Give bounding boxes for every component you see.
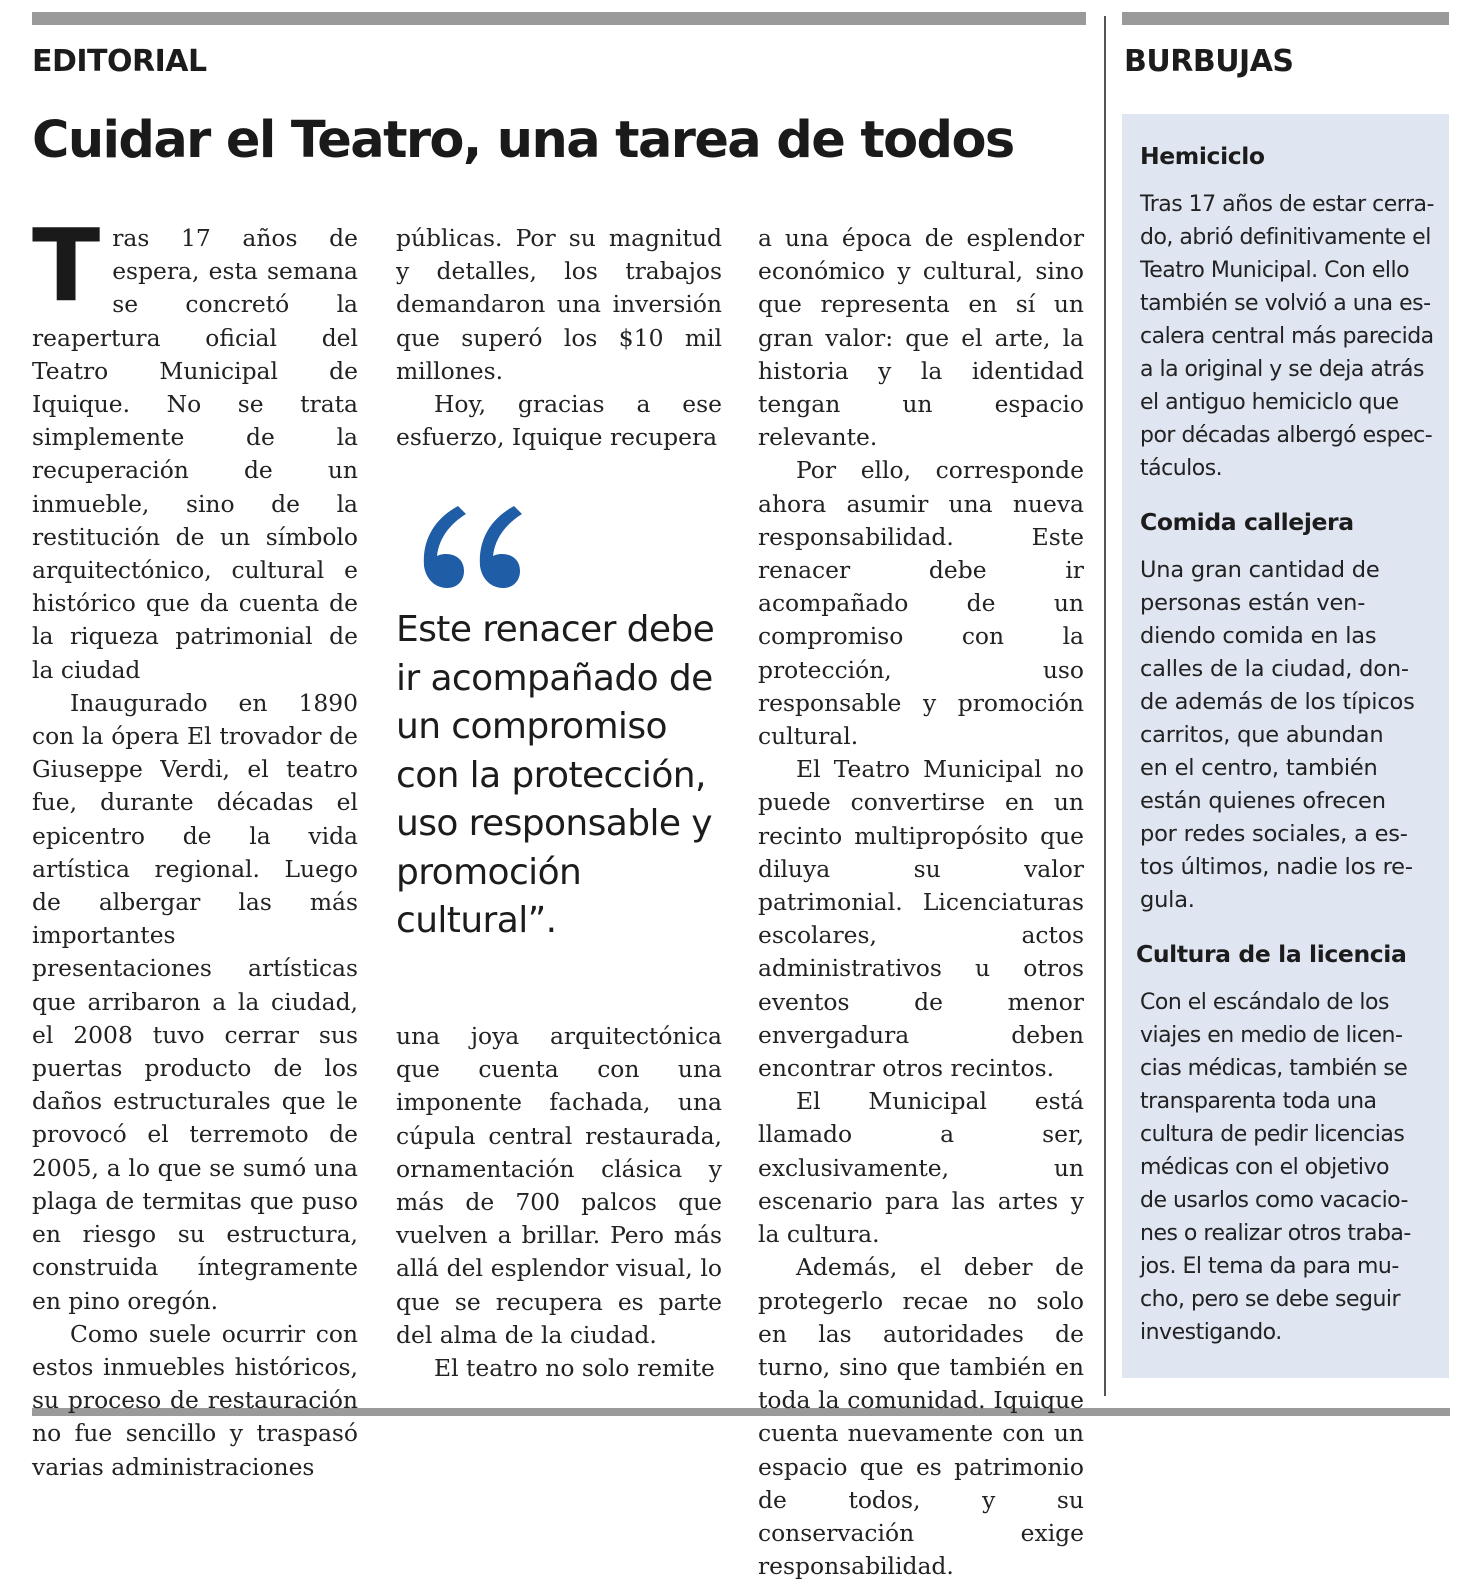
article-paragraph: Hoy, gracias a ese esfuerzo, Iquique recupera xyxy=(396,390,722,452)
bubble-title-cultura-licencia: Cultura de la licencia xyxy=(1136,940,1407,968)
drop-cap: T xyxy=(32,207,101,324)
article-paragraph: El Municipal está llamado a ser, exclusivamente, un escenario para las artes y la cultura. xyxy=(758,1087,1084,1249)
article-paragraph: El Teatro Municipal no puede convertirse en un recinto multipropósito que diluya su valor patrimonial. Licenciaturas escolares, actos administrativos u otros eventos de menor envergadura deben encontrar otros recintos. xyxy=(758,755,1084,1083)
article-paragraph: Inaugurado en 1890 con la ópera El trovador de Giuseppe Verdi, el teatro fue, durante décadas el epicentro de la vida artística regional. Luego de albergar las más importantes presentaciones artísticas que arribaron a la ciudad, el 2008 tuvo cerrar sus puertas producto de los daños estructurales que le provocó el terremoto de 2005, a lo que se sumó una plaga de termitas que puso en riesgo su estructura, construida íntegramente en pino oregón. xyxy=(32,688,358,1315)
column-divider xyxy=(1104,16,1106,1396)
headline: Cuidar el Teatro, una tarea de todos xyxy=(32,111,1014,170)
quote-mark-icon xyxy=(402,476,532,616)
article-paragraph: a una época de esplendor económico y cultural, sino que representa en sí un gran valor: que el arte, la historia y la identidad tengan un espacio relevante. xyxy=(758,224,1084,452)
top-rule-burbujas xyxy=(1122,12,1449,25)
article-column-1 xyxy=(32,207,358,1484)
bubble-text-hemiciclo: Tras 17 años de estar cerra- do, abrió definitivamente el Teatro Municipal. Con ello también se volvió a una es- calera central más parecida a la original y se deja atrás el antiguo hemiciclo que por décadas albergó espec- táculos. xyxy=(1140,192,1434,481)
bubble-title-hemiciclo: Hemiciclo xyxy=(1140,142,1265,170)
article-paragraph: Por ello, corresponde ahora asumir una nueva responsabilidad. Este renacer debe ir acompañado de un compromiso con la protección, uso responsable y promoción cultural. xyxy=(758,456,1084,751)
article-paragraph: una joya arquitectónica que cuenta con una imponente fachada, una cúpula central restaurada, ornamentación clásica y más de 700 palcos que vuelven a brillar. Pero más allá del esplendor visual, lo que se recupera es parte del alma de la ciudad. xyxy=(396,1022,722,1349)
editorial-section-label: EDITORIAL xyxy=(32,44,207,79)
bubble-title-comida-callejera: Comida callejera xyxy=(1140,508,1354,536)
article-paragraph: Tras 17 años de espera, esta semana se concretó la reapertura oficial del Teatro Municipal de Iquique. No se trata simplemente de la recuperación de un inmueble, sino de la restitución de un símbolo arquitectónico, cultural e histórico que da cuenta de la riqueza patrimonial de la ciudad xyxy=(32,207,358,684)
burbujas-section-label: BURBUJAS xyxy=(1124,44,1294,79)
article-paragraph: públicas. Por su magnitud y detalles, los trabajos demandaron una inversión que superó los $10 mil millones. xyxy=(396,224,722,385)
article-paragraph: Además, el deber de protegerlo recae no solo en las autoridades de turno, sino que también en toda la comunidad. Iquique cuenta nuevamente con un espacio que es patrimonio de todos, y su conservación exige responsabilidad. xyxy=(758,1253,1084,1581)
article-paragraph: El teatro no solo remite xyxy=(434,1354,715,1383)
bubble-text-comida-callejera: Una gran cantidad de personas están ven- diendo comida en las calles de la ciudad, don- de además de los típicos carritos, que abundan en el centro, también están quienes ofrecen por redes sociales, a es- tos últimos, nadie los re- gula. xyxy=(1140,557,1415,913)
top-rule-editorial xyxy=(32,12,1086,25)
article-paragraph: Como suele ocurrir con estos inmuebles históricos, su proceso de restauración no fue sencillo y traspasó varias administraciones xyxy=(32,1319,358,1481)
article-column-2-top xyxy=(396,222,722,454)
bubble-text-cultura-licencia: Con el escándalo de los viajes en medio de licen- cias médicas, también se transparenta toda una cultura de pedir licencias médicas con el objetivo de usarlos como vacacio- nes o realizar otros traba- jos. El tema da para mu- cho, pero se debe seguir investigando. xyxy=(1140,990,1411,1345)
pull-quote: Este renacer debe ir acompañado de un compromiso con la protección, uso responsable y promoción cultural”. xyxy=(396,609,715,941)
article-column-3 xyxy=(758,222,1084,1583)
article-column-2-bottom xyxy=(396,1020,722,1385)
